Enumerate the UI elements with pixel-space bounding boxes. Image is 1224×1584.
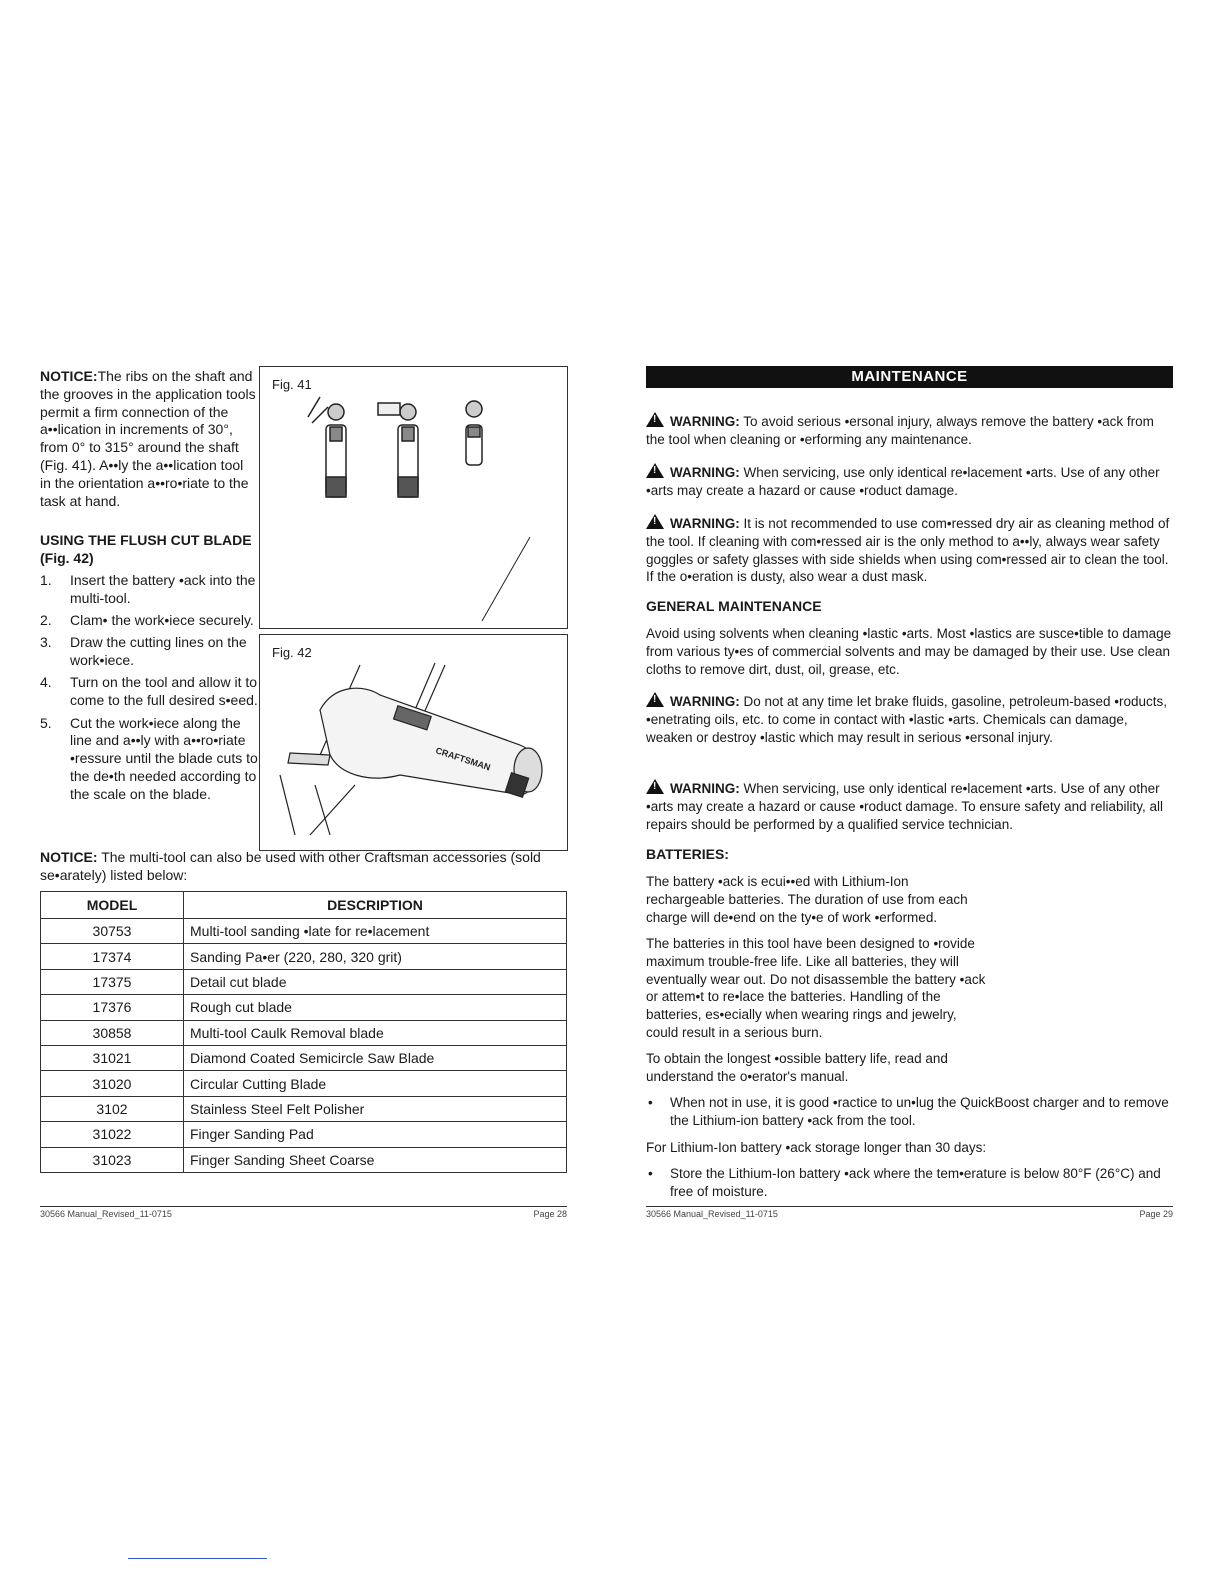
notice-label: NOTICE:: [40, 368, 98, 384]
warning-label: WARNING:: [670, 414, 740, 429]
table-row: 31022 Finger Sanding Pad: [41, 1122, 567, 1147]
flush-cut-steps: [40, 572, 262, 808]
batteries-heading: BATTERIES:: [646, 846, 729, 862]
batteries-paragraph-3: To obtain the longest •ossible battery life, read and understand the o•erator's manual.: [646, 1051, 948, 1084]
figure-41: [259, 366, 568, 629]
general-maintenance-text: Avoid using solvents when cleaning •lastic •arts. Most •lastics are susce•tible to damage from various ty•es of commercial solvents and may be damaged by their use. Use clean cloths to remove dirt, dust, oil, grease, etc.: [646, 626, 1172, 677]
notice-accessories: [40, 848, 567, 884]
left-page-footer: [40, 1206, 567, 1219]
maintenance-banner: MAINTENANCE: [646, 366, 1173, 388]
footer-page-number: Page 28: [533, 1209, 567, 1219]
table-row: 31020 Circular Cutting Blade: [41, 1071, 567, 1096]
figure-42-label: Fig. 42: [272, 645, 312, 660]
table-row: 31021 Diamond Coated Semicircle Saw Blade: [41, 1045, 567, 1070]
list-item: • When not in use, it is good •ractice to un•lug the QuickBoost charger and to remove the Lithium-ion battery •ack from the tool.: [648, 1095, 1169, 1128]
figure-41-drawing: [260, 367, 567, 628]
warning-icon: [646, 692, 664, 707]
figure-42: [259, 634, 568, 851]
notice-text: The multi-tool can also be used with other Craftsman accessories (sold se•arately) listed below:: [40, 849, 541, 883]
warning-icon: [646, 463, 664, 478]
footer-doc-name: 30566 Manual_Revised_11-0715: [646, 1209, 778, 1219]
table-row: 3102 Stainless Steel Felt Polisher: [41, 1096, 567, 1121]
table-row: 17376 Rough cut blade: [41, 995, 567, 1020]
notice-ribs: [40, 368, 258, 510]
batteries-paragraph-2: The batteries in this tool have been designed to •rovide maximum trouble-free life. Like all batteries, they will eventually wear out. Do not disassemble the battery •ack or attem•t to re•lace the batteries. Handling of the batteries, es•ecially when wearing rings and jewelry, could result in a serious burn.: [646, 936, 986, 1040]
list-item: 4. Turn on the tool and allow it to come to the full desired s•eed.: [40, 674, 258, 709]
list-item: 3. Draw the cutting lines on the work•iece.: [40, 634, 247, 669]
figure-41-label: Fig. 41: [272, 377, 312, 392]
table-row: 17375 Detail cut blade: [41, 969, 567, 994]
batteries-paragraph-1: The battery •ack is ecui••ed with Lithium-Ion rechargeable batteries. The duration of use from each charge will de•end on the ty•e of work •erformed.: [646, 874, 968, 925]
flush-cut-heading: USING THE FLUSH CUT BLADE (Fig. 42): [40, 532, 252, 566]
bullet-symbol: •: [648, 1166, 653, 1181]
warning-label: WARNING:: [670, 781, 740, 796]
table-header-row: [41, 892, 567, 919]
footer-doc-name: 30566 Manual_Revised_11-0715: [40, 1209, 172, 1219]
warning-paragraph: !WARNING: It is not recommended to use com•ressed dry air as cleaning method of the tool. If cleaning with com•ressed air is the only method to a••ly, always wear safety goggles or safety glasses with side shields when using com•ressed air to clean the tool. If the o•eration is dusty, also wear a dust mask.: [646, 514, 1173, 586]
warning-icon: [646, 514, 664, 529]
table-row: 30858 Multi-tool Caulk Removal blade: [41, 1020, 567, 1045]
column-header-model: MODEL: [41, 892, 184, 919]
warning-icon: [646, 779, 664, 794]
footer-page-number: Page 29: [1139, 1209, 1173, 1219]
general-maintenance-heading: GENERAL MAINTENANCE: [646, 598, 822, 614]
warning-paragraph: !WARNING: Do not at any time let brake fluids, gasoline, petroleum-based •roducts, •enetrating oils, etc. to come in contact with •lastic •arts. Chemicals can damage, weaken or destroy •lastic which may result in serious •ersonal injury.: [646, 692, 1173, 746]
table-row: 17374 Sanding Pa•er (220, 280, 320 grit): [41, 944, 567, 969]
list-item: 1. Insert the battery •ack into the multi-tool.: [40, 572, 256, 606]
warning-label: WARNING:: [670, 694, 740, 709]
list-item: 5. Cut the work•iece along the line and a••ly with a••ro•riate •ressure until the blade cuts to the de•th needed according to the scale on the blade.: [40, 714, 258, 802]
storage-intro: For Lithium-Ion battery •ack storage longer than 30 days:: [646, 1140, 987, 1155]
warning-icon: [646, 412, 664, 427]
accessories-table: [40, 891, 567, 1173]
warning-label: WARNING:: [670, 516, 740, 531]
warning-paragraph: !WARNING: To avoid serious •ersonal injury, always remove the battery •ack from the tool when cleaning or •erforming any maintenance.: [646, 412, 1173, 449]
warning-paragraph: !WARNING: When servicing, use only identical re•lacement •arts. Use of any other •arts may create a hazard or cause •roduct damage.: [646, 463, 1173, 500]
link-underline: [128, 1558, 267, 1559]
table-row: 30753 Multi-tool sanding •late for re•lacement: [41, 919, 567, 944]
figure-42-drawing: [260, 635, 567, 850]
column-header-description: DESCRIPTION: [184, 892, 567, 919]
list-item: 2. Clam• the work•iece securely.: [40, 612, 254, 629]
list-item: • Store the Lithium-Ion battery •ack where the tem•erature is below 80°F (26°C) and free of moisture.: [648, 1166, 1161, 1199]
warning-label: WARNING:: [670, 465, 740, 480]
table-row: 31023 Finger Sanding Sheet Coarse: [41, 1147, 567, 1172]
notice-label: NOTICE:: [40, 849, 98, 865]
bullet-symbol: •: [648, 1095, 653, 1110]
warning-paragraph: !WARNING: When servicing, use only identical re•lacement •arts. Use of any other •arts may create a hazard or cause •roduct damage. To ensure safety and reliability, all repairs should be performed by a qualified service technician.: [646, 779, 1173, 833]
notice-text: The ribs on the shaft and the grooves in the application tools permit a firm connection of the a••lication in increments of 30°, from 0° to 315° around the shaft (Fig. 41). A••ly the a••lication tool in the orientation a••ro•riate to the task at hand.: [40, 368, 256, 509]
fig42-brand-label: CRAFTSMAN: [434, 745, 492, 773]
right-page-footer: [646, 1206, 1173, 1219]
